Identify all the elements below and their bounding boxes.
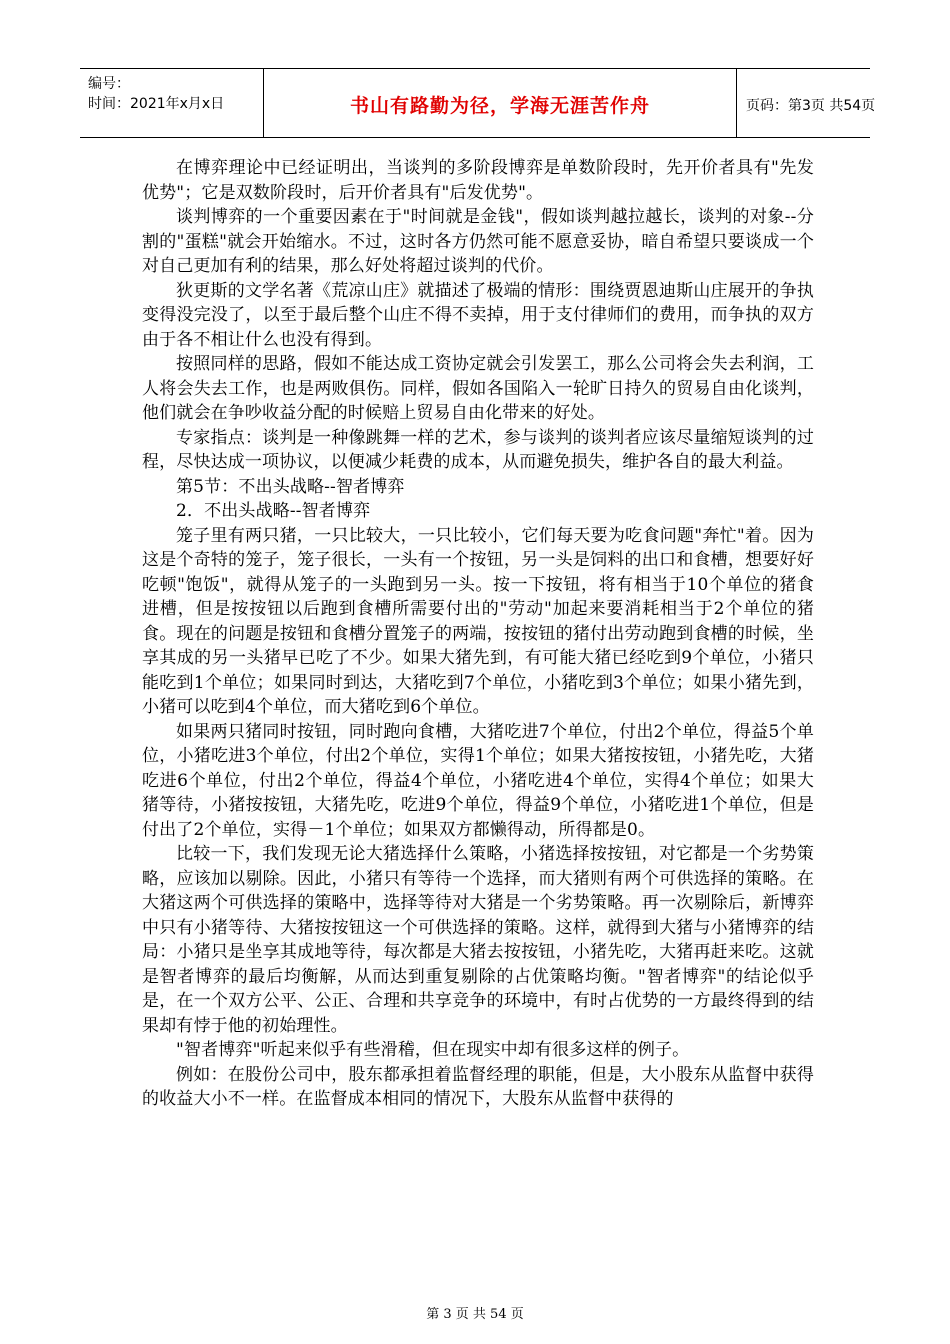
document-time-label: 时间：2021年x月x日 [88,96,225,112]
paragraph: "智者博弈"听起来似乎有些滑稽，但在现实中却有很多这样的例子。 [176,1040,690,1060]
page-footer [0,1303,950,1322]
section-heading: 第5节：不出头战略--智者博弈 [176,476,405,497]
paragraph: 笼子里有两只猪，一只比较大，一只比较小，它们每天要为吃食问题"奔忙"着。因为这是个奇特的笼子，笼子很长，一头有一个按钮，另一头是饲料的出口和食槽，想要好好吃顿"饱饭"，就得从笼子的一头跑到另一头。按一下按钮，将有相当于10个单位的猪食进槽，但是按按钮以后跑到食槽所需要付出的"劳动"加起来要消耗相当于2个单位的猪食。现在的问题是按钮和食槽分置笼子的两端，按按钮的猪付出劳动跑到食槽的时候，坐享其成的另一头猪早已吃了不少。如果大猪先到，有可能大猪已经吃到9个单位，小猪只能吃到1个单位；如果同时到达，大猪吃到7个单位，小猪吃到3个单位；如果小猪先到，小猪可以吃到4个单位，而大猪吃到6个单位。 [142,525,814,717]
paragraph: 如果两只猪同时按钮，同时跑向食槽，大猪吃进7个单位，付出2个单位，得益5个单位，小猪吃进3个单位，付出2个单位，实得1个单位；如果大猪按按钮，小猪先吃，大猪吃进6个单位，付出2个单位，得益4个单位，小猪吃进4个单位，实得4个单位；如果大猪等待，小猪按按钮，大猪先吃，吃进9个单位，得益9个单位，小猪吃进1个单位，但是付出了2个单位，实得－1个单位；如果双方都懒得动，所得都是0。 [142,721,814,840]
paragraph: 比较一下，我们发现无论大猪选择什么策略，小猪选择按按钮，对它都是一个劣势策略，应该加以剔除。因此，小猪只有等待一个选择，而大猪则有两个可供选择的策略。在大猪这两个可供选择的策略中，选择等待对大猪是一个劣势策略。再一次剔除后，新博弈中只有小猪等待、大猪按按钮这一个可供选择的策略。这样，就得到大猪与小猪博弈的结局：小猪只是坐享其成地等待，每次都是大猪去按按钮，小猪先吃，大猪再赶来吃。这就是智者博弈的最后均衡解，从而达到重复剔除的占优策略均衡。"智者博弈"的结论似乎是，在一个双方公平、公正、合理和共享竞争的环境中，有时占优势的一方最终得到的结果却有悖于他的初始理性。 [142,844,814,1036]
footer-page-number: 第 3 页 共 54 页 [426,1307,524,1322]
paragraph: 例如：在股份公司中，股东都承担着监督经理的职能，但是，大小股东从监督中获得的收益大小不一样。在监督成本相同的情况下，大股东从监督中获得的 [142,1064,814,1109]
header-page-info: 页码：第3页 共54页 [746,98,876,114]
header-motto: 书山有路勤为径，学海无涯苦作舟 [349,95,650,117]
document-body [142,156,814,1112]
paragraph: 按照同样的思路，假如不能达成工资协定就会引发罢工，那么公司将会失去利润，工人将会失去工作，也是两败俱伤。同样，假如各国陷入一轮旷日持久的贸易自由化谈判，他们就会在争吵收益分配的时候赔上贸易自由化带来的好处。 [142,354,814,423]
paragraph: 专家指点：谈判是一种像跳舞一样的艺术，参与谈判的谈判者应该尽量缩短谈判的过程，尽快达成一项协议，以便减少耗费的成本，从而避免损失，维护各自的最大利益。 [142,427,814,472]
subsection-heading: 2．不出头战略--智者博弈 [176,501,371,521]
page-header [80,68,876,138]
paragraph: 在博弈理论中已经证明出，当谈判的多阶段博弈是单数阶段时，先开价者具有"先发优势"；它是双数阶段时，后开价者具有"后发优势"。 [142,158,814,203]
paragraph: 狄更斯的文学名著《荒凉山庄》就描述了极端的情形：围绕贾恩迪斯山庄展开的争执变得没完没了，以至于最后整个山庄不得不卖掉，用于支付律师们的费用，而争执的双方由于各不相让什么也没有得到。 [142,280,814,350]
document-number-label: 编号： [88,76,130,92]
header-meta-cell [80,69,264,137]
header-page-cell [737,69,876,137]
header-motto-cell [264,69,737,137]
paragraph: 谈判博弈的一个重要因素在于"时间就是金钱"，假如谈判越拉越长，谈判的对象--分割的"蛋糕"就会开始缩水。不过，这时各方仍然可能不愿意妥协，暗自希望只要谈成一个对自己更加有利的结果，那么好处将超过谈判的代价。 [142,207,814,276]
